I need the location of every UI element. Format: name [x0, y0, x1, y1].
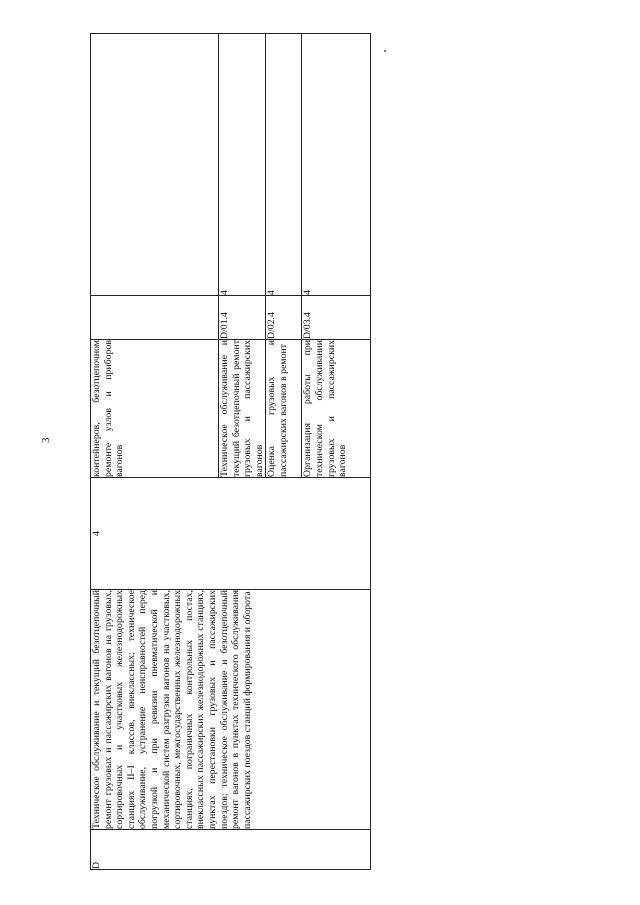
task-code-cell: [219, 296, 266, 340]
functions-table: [90, 33, 371, 870]
task-name-cell: [302, 340, 371, 478]
task-code: D/02.4: [266, 312, 278, 339]
task-level-cell: [302, 34, 371, 296]
task-code: D/01.4: [219, 312, 230, 339]
table-row: [91, 34, 219, 870]
task-level: 4: [219, 290, 230, 295]
scan-speck: [384, 50, 386, 52]
task-code-cell: [266, 296, 302, 340]
task-level-cell: [91, 34, 219, 296]
function-code: D: [91, 861, 102, 869]
task-name-cell: [266, 340, 302, 478]
task-code-cell: [302, 296, 371, 340]
rotated-table-wrapper: [90, 34, 359, 870]
task-level-cell: [219, 34, 266, 296]
task-level-cell: [266, 34, 302, 296]
task-name-cell: [91, 340, 219, 478]
function-level: 4: [91, 531, 102, 536]
page-number: 3: [40, 437, 52, 443]
task-name: Техническое обслуживание и текущий безотцепочный ремонт грузовых и пассажирских вагонов: [219, 340, 265, 477]
task-code: D/03.4: [302, 312, 314, 339]
task-name-cell: [219, 340, 266, 478]
function-name-cell: [91, 590, 371, 830]
task-code-cell: [91, 296, 219, 340]
function-code-cell: [91, 830, 371, 870]
task-level: 4: [302, 290, 314, 295]
task-name: контейнеров, безотцепочном ремонте узлов и приборов вагонов: [91, 340, 126, 477]
task-level: 4: [266, 290, 278, 295]
task-name: Оценка грузовых и пассажирских вагонов в ремонт: [266, 340, 289, 477]
function-level-cell: [91, 478, 371, 590]
function-name: Техническое обслуживание и текущий безотцепочный ремонт грузовых и пассажирских вагонов на грузовых, сортировочных и участковых железнодорожных станциях II–I классов, внеклассных; техническое обслуживание, устранение неисправностей перед погрузкой и при ревизии пневматической и механической систем разгрузки вагонов на участковых, сортировочных, межгосударственных железнодорожных станциях, пограничных контрольных постах, внеклассных пассажирских железнодорожных станциях, пунктах перестановки грузовых и пассажирских поездов; техническое обслуживание и безотцепочный ремонт вагонов в пунктах технического обслуживания пассажирских поездов станций формирования и оборота: [91, 590, 253, 829]
task-name: Организация работы при техническом обслуживании грузовых и пассажирских вагонов: [302, 340, 349, 477]
